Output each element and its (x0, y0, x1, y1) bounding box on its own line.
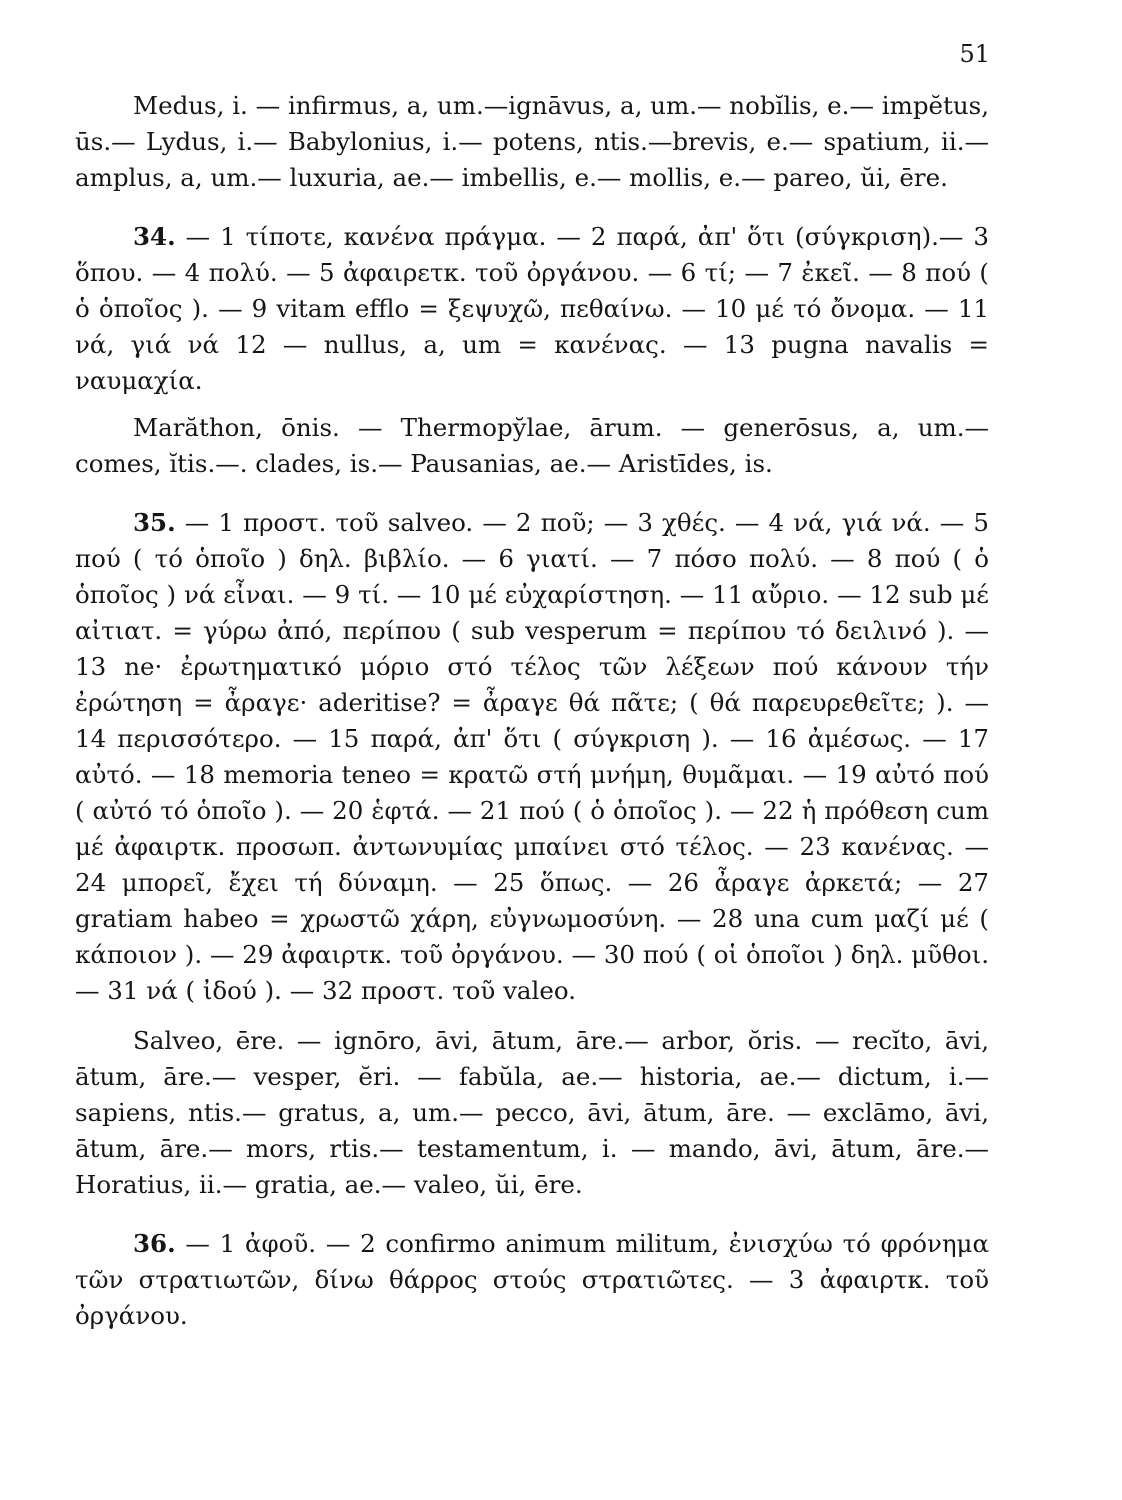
exercise-34 (75, 219, 989, 399)
exercise-number: 34. (133, 222, 176, 251)
exercise-text: — 1 τίποτε, κανένα πράγμα. — 2 παρά, ἀπ' ὅτι (σύγκριση).— 3 ὅπου. — 4 πολύ. — 5 ἀφαιρετκ. τοῦ ὀργάνου. — 6 τί; — 7 ἐκεῖ. — 8 πού ( ὁ ὁποῖος ). — 9 vitam efflo = ξεψυχῶ, πεθαίνω. — 10 μέ τό ὄνομα. — 11 νά, γιά νά 12 — nullus, a, um = κανένας. — 13 pugna navalis = ναυμαχία. (75, 222, 989, 395)
exercise-number: 35. (133, 508, 176, 537)
vocabulary-paragraph (75, 1023, 989, 1203)
exercise-35 (75, 505, 989, 1009)
exercise-number: 36. (133, 1229, 176, 1258)
page-body (75, 88, 989, 1334)
paragraph-text: Medus, i. — infirmus, a, um.—ignāvus, a, um.— nobĭlis, e.— impĕtus, ūs.— Lydus, i.— Babylonius, i.— potens, ntis.—brevis, e.— spatium, ii.— amplus, a, um.— luxuria, ae.— imbellis, e.— mollis, e.— pareo, ŭi, ēre. (75, 91, 989, 192)
vocabulary-paragraph (75, 88, 989, 196)
paragraph-text: Salveo, ēre. — ignōro, āvi, ātum, āre.— arbor, ŏris. — recĭto, āvi, ātum, āre.— vesper, ĕri. — fabŭla, ae.— historia, ae.— dictum, i.— sapiens, ntis.— gratus, a, um.— pecco, āvi, ātum, āre. — exclāmo, āvi, ātum, āre.— mors, rtis.— testamentum, i. — mando, āvi, ātum, āre.— Horatius, ii.— gratia, ae.— valeo, ŭi, ēre. (75, 1026, 989, 1199)
paragraph-text: Marăthon, ōnis. — Thermopy̆lae, ārum. — generōsus, a, um.— comes, ĭtis.—. clades, is.— Pausanias, ae.— Aristīdes, is. (75, 413, 989, 478)
vocabulary-paragraph (75, 410, 989, 482)
exercise-36 (75, 1226, 989, 1334)
exercise-text: — 1 ἀφοῦ. — 2 confirmo animum militum, ἐνισχύω τό φρόνημα τῶν στρατιωτῶν, δίνω θάρρος στούς στρατιῶτες. — 3 ἀφαιρτκ. τοῦ ὀργάνου. (75, 1229, 989, 1330)
exercise-text: — 1 προστ. τοῦ salveo. — 2 ποῦ; — 3 χθές. — 4 νά, γιά νά. — 5 πού ( τό ὁποῖο ) δηλ. βιβλίο. — 6 γιατί. — 7 πόσο πολύ. — 8 πού ( ὁ ὁποῖος ) νά εἶναι. — 9 τί. — 10 μέ εὐχαρίστηση. — 11 αὔριο. — 12 sub μέ αἰτιατ. = γύρω ἀπό, περίπου ( sub vesperum = περίπου τό δειλινό ). — 13 ne· ἐρωτηματικό μόριο στό τέλος τῶν λέξεων πού κάνουν τήν ἐρώτηση = ἆραγε· aderitise? = ἆραγε θά πᾶτε; ( θά παρευρεθεῖτε; ). — 14 περισσότερο. — 15 παρά, ἀπ' ὅτι ( σύγκριση ). — 16 ἀμέσως. — 17 αὐτό. — 18 memoria teneo = κρατῶ στή μνήμη, θυμᾶμαι. — 19 αὐτό πού ( αὐτό τό ὁποῖο ). — 20 ἑφτά. — 21 πού ( ὁ ὁποῖος ). — 22 ἡ πρόθεση cum μέ ἀφαιρτκ. προσωπ. ἀντωνυμίας μπαίνει στό τέλος. — 23 κανένας. — 24 μπορεῖ, ἔχει τή δύναμη. — 25 ὅπως. — 26 ἆραγε ἀρκετά; — 27 gratiam habeo = χρωστῶ χάρη, εὐγνωμοσύνη. — 28 una cum μαζί μέ ( κάποιον ). — 29 ἀφαιρτκ. τοῦ ὀργάνου. — 30 πού ( οἱ ὁποῖοι ) δηλ. μῦθοι. — 31 νά ( ἰδού ). — 32 προστ. τοῦ valeo. (75, 508, 989, 1005)
page-number: 51 (959, 40, 990, 68)
